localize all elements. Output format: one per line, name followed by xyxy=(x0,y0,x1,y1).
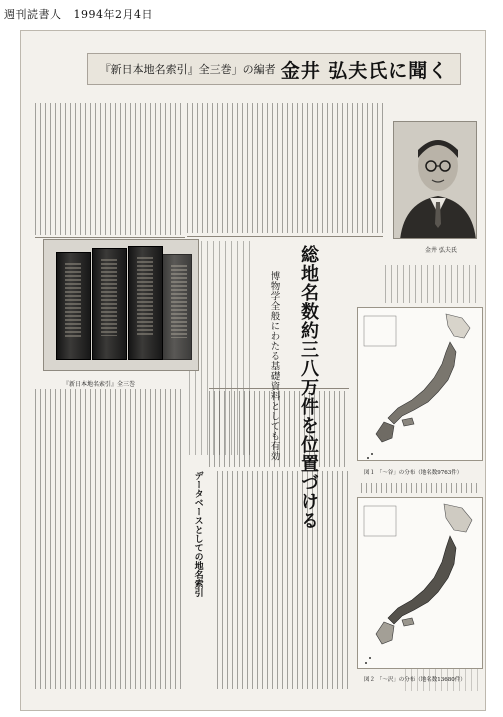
header-prefix: 『新日本地名索引』全三巻」の編者 xyxy=(99,63,276,76)
newspaper-clipping xyxy=(20,30,486,711)
text-block xyxy=(217,471,351,689)
text-block xyxy=(35,389,185,689)
article-header xyxy=(87,53,461,85)
divider xyxy=(35,237,185,238)
article-title: 総地名数約三八万件を位置づける xyxy=(298,245,319,530)
text-block xyxy=(385,265,479,303)
portrait-photo xyxy=(393,121,477,239)
books-photo xyxy=(43,239,199,371)
text-block xyxy=(35,103,181,235)
portrait-drawing xyxy=(394,122,477,239)
header-name: 金井 弘夫氏に聞く xyxy=(280,59,449,82)
publication-name: 週刊読書人 xyxy=(4,8,62,21)
japan-map-drawing xyxy=(358,308,483,461)
text-block xyxy=(187,103,385,233)
map2-caption: 図２ 「〜沢」の分布（地名数13680件） xyxy=(364,677,466,683)
divider xyxy=(187,236,383,237)
section-heading: データベースとしての地名索引 xyxy=(192,471,203,597)
books-caption: 『新日本地名索引』全三巻 xyxy=(63,381,136,388)
distribution-map-2 xyxy=(357,497,483,669)
japan-map-drawing xyxy=(358,498,483,669)
book-volume xyxy=(128,246,163,360)
portrait-caption: 金井 弘夫氏 xyxy=(425,247,457,254)
map1-caption: 図１ 「〜谷」の分布（地名数9763件） xyxy=(364,470,463,476)
publication-date: 1994年2月4日 xyxy=(73,8,153,21)
book-volume xyxy=(92,248,127,360)
distribution-map-1 xyxy=(357,307,483,461)
masthead xyxy=(4,6,153,22)
book-volume xyxy=(162,254,192,360)
book-volume xyxy=(56,252,91,360)
article-subtitle: 博物学全般にわたる基礎資料としても有効 xyxy=(268,271,280,461)
text-block xyxy=(361,483,479,493)
